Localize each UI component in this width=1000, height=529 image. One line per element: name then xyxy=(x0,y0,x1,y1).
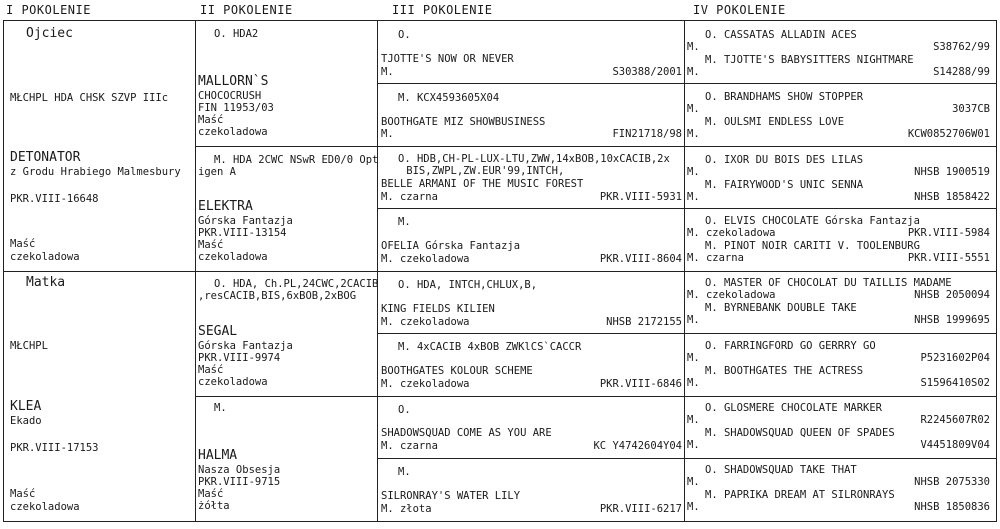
gen2-titles: O. HDA2 xyxy=(214,28,259,40)
dam-titles: MŁCHPL xyxy=(10,340,48,352)
gen3-name: SILRONRAY'S WATER LILY xyxy=(381,490,521,502)
row-divider xyxy=(377,458,997,459)
gen2-color-label: Maść xyxy=(198,364,224,376)
gen3-titles: M. xyxy=(398,216,411,228)
gen4-sire-color: M. xyxy=(687,41,700,53)
gen2-titles-cont: igen A xyxy=(198,166,236,178)
gen4-sire-reg: PKR.VIII-5984 xyxy=(907,227,990,239)
gen4-sire: O. ELVIS CHOCOLATE Górska Fantazja xyxy=(705,215,920,227)
gen3-name: BELLE ARMANI OF THE MUSIC FOREST xyxy=(381,178,584,190)
gen4-dam-reg: NHSB 1999695 xyxy=(914,314,990,326)
gen3-color: M. czarna xyxy=(381,440,438,452)
gen2-color-label: Maść xyxy=(198,488,224,500)
gen3-name: BOOTHGATE MIZ SHOWBUSINESS xyxy=(381,116,546,128)
gen2-name: HALMA xyxy=(198,448,238,463)
gen3-reg: PKR.VIII-6846 xyxy=(599,378,682,390)
gen2-reg: PKR.VIII-9715 xyxy=(198,476,281,488)
gen2-color-label: Maść xyxy=(198,239,224,251)
gen4-sire-color: M. xyxy=(687,414,700,426)
gen4-dam-color: M. xyxy=(687,128,700,140)
gen4-sire-reg: NHSB 2050094 xyxy=(914,289,990,301)
gen4-dam: M. SHADOWSQUAD QUEEN OF SPADES xyxy=(705,427,895,439)
gen3-color: M. czekoladowa xyxy=(381,253,470,265)
gen2-color: czekoladowa xyxy=(198,251,268,263)
gen2-reg: FIN 11953/03 xyxy=(198,102,274,114)
gen3-color: M. złota xyxy=(381,503,432,515)
gen4-sire-color: M. xyxy=(687,166,700,178)
gen3-color: M. czekoladowa xyxy=(381,378,470,390)
gen4-sire-color: M. czekoladowa xyxy=(687,289,776,301)
gen2-titles: M. HDA 2CWC NSwR ED0/0 Opt xyxy=(214,154,379,166)
gen2-name: SEGAL xyxy=(198,324,238,339)
gen3-reg: PKR.VIII-6217 xyxy=(599,503,682,515)
gen2-name: ELEKTRA xyxy=(198,199,253,214)
gen2-titles: M. xyxy=(214,402,227,414)
header-gen3: III POKOLENIE xyxy=(392,3,493,17)
gen4-dam-reg: S1596410S02 xyxy=(920,377,990,389)
gen4-dam: M. TJOTTE'S BABYSITTERS NIGHTMARE xyxy=(705,54,914,66)
gen4-dam-color: M. xyxy=(687,314,700,326)
header-gen1: I POKOLENIE xyxy=(6,3,91,17)
dam-role: Matka xyxy=(26,275,66,290)
header-gen2: II POKOLENIE xyxy=(200,3,293,17)
gen2-titles: O. HDA, Ch.PL,24CWC,2CACIB xyxy=(214,278,379,290)
gen4-dam: M. PAPRIKA DREAM AT SILRONRAYS xyxy=(705,489,895,501)
gen4-dam-color: M. xyxy=(687,439,700,451)
sire-color-label: Maść xyxy=(10,238,36,250)
sire-name: DETONATOR xyxy=(10,150,81,165)
gen3-titles: M. 4xCACIB 4xBOB ZWKlCS`CACCR xyxy=(398,341,582,353)
gen3-reg: PKR.VIII-5931 xyxy=(599,191,682,203)
gen3-reg: KC Y4742604Y04 xyxy=(593,440,682,452)
gen2-color-label: Maść xyxy=(198,114,224,126)
gen4-dam-reg: V4451809V04 xyxy=(920,439,990,451)
gen3-color: M. czarna xyxy=(381,191,438,203)
gen4-dam: M. BYRNEBANK DOUBLE TAKE xyxy=(705,302,857,314)
gen4-sire-reg: NHSB 2075330 xyxy=(914,476,990,488)
gen2-kennel: Nasza Obsesja xyxy=(198,464,281,476)
dam-color: czekoladowa xyxy=(10,501,80,513)
header-gen4: IV POKOLENIE xyxy=(693,3,786,17)
dam-color-label: Maść xyxy=(10,488,36,500)
gen4-dam-reg: NHSB 1850836 xyxy=(914,501,990,513)
gen3-name: OFELIA Górska Fantazja xyxy=(381,240,521,252)
gen4-sire-color: M. xyxy=(687,103,700,115)
gen2-reg: PKR.VIII-9974 xyxy=(198,352,281,364)
gen4-dam-reg: S14288/99 xyxy=(933,66,990,78)
gen4-dam-color: M. xyxy=(687,66,700,78)
sire-kennel: z Grodu Hrabiego Malmesbury xyxy=(10,166,181,178)
gen3-titles: O. HDB,CH-PL-LUX-LTU,ZWW,14xBOB,10xCACIB,2x xyxy=(398,153,670,165)
gen2-color: czekoladowa xyxy=(198,376,268,388)
gen3-color: M. xyxy=(381,66,394,78)
row-divider xyxy=(377,333,997,334)
gen4-sire: O. MASTER OF CHOCOLAT DU TAILLIS MADAME xyxy=(705,277,952,289)
gen4-dam-color: M. xyxy=(687,377,700,389)
row-divider xyxy=(377,83,997,84)
gen3-color: M. xyxy=(381,128,394,140)
gen4-sire-reg: 3037CB xyxy=(952,103,990,115)
gen4-sire: O. CASSATAS ALLADIN ACES xyxy=(705,29,857,41)
dam-name: KLEA xyxy=(10,399,42,414)
gen3-reg: FIN21718/98 xyxy=(612,128,682,140)
gen4-dam-color: M. czarna xyxy=(687,252,744,264)
gen2-name: MALLORN`S xyxy=(198,74,269,89)
gen3-reg: S30388/2001 xyxy=(612,66,682,78)
sire-role: Ojciec xyxy=(26,26,73,41)
row-divider xyxy=(377,208,997,209)
gen4-sire-reg: S38762/99 xyxy=(933,41,990,53)
gen3-reg: NHSB 2172155 xyxy=(606,316,682,328)
gen4-sire: O. GLOSMERE CHOCOLATE MARKER xyxy=(705,402,883,414)
dam-kennel: Ekado xyxy=(10,415,42,427)
gen3-titles: O. xyxy=(398,29,411,41)
gen4-dam-color: M. xyxy=(687,501,700,513)
gen3-titles: O. xyxy=(398,404,411,416)
gen4-dam: M. FAIRYWOOD'S UNIC SENNA xyxy=(705,179,864,191)
gen3-name: TJOTTE'S NOW OR NEVER xyxy=(381,53,514,65)
gen4-sire-color: M. czekoladowa xyxy=(687,227,776,239)
gen3-name: SHADOWSQUAD COME AS YOU ARE xyxy=(381,427,552,439)
gen4-sire-reg: P5231602P04 xyxy=(920,352,990,364)
gen4-dam-reg: NHSB 1858422 xyxy=(914,191,990,203)
gen4-sire-color: M. xyxy=(687,476,700,488)
gen2-kennel: CHOCOCRUSH xyxy=(198,90,262,102)
gen2-titles-cont: ,resCACIB,BIS,6xBOB,2xBOG xyxy=(198,290,357,302)
gen4-dam: M. BOOTHGATES THE ACTRESS xyxy=(705,365,864,377)
sire-reg: PKR.VIII-16648 xyxy=(10,193,99,205)
gen4-sire: O. BRANDHAMS SHOW STOPPER xyxy=(705,91,864,103)
gen2-color: czekoladowa xyxy=(198,126,268,138)
row-divider xyxy=(3,271,997,272)
gen4-dam-reg: KCW0852706W01 xyxy=(907,128,990,140)
dam-reg: PKR.VIII-17153 xyxy=(10,442,99,454)
gen2-kennel: Górska Fantazja xyxy=(198,215,293,227)
gen4-sire-color: M. xyxy=(687,352,700,364)
gen3-name: KING FIELDS KILIEN xyxy=(381,303,495,315)
gen4-sire: O. IXOR DU BOIS DES LILAS xyxy=(705,154,864,166)
gen4-dam-reg: PKR.VIII-5551 xyxy=(907,252,990,264)
gen4-sire-reg: R2245607R02 xyxy=(920,414,990,426)
gen4-dam: M. OULSMI ENDLESS LOVE xyxy=(705,116,845,128)
gen3-reg: PKR.VIII-8604 xyxy=(599,253,682,265)
row-divider xyxy=(195,146,997,147)
gen3-titles-cont: BIS,ZWPL,ZW.EUR'99,INTCH, xyxy=(381,165,565,177)
gen3-name: BOOTHGATES KOLOUR SCHEME xyxy=(381,365,533,377)
gen3-titles: M. KCX4593605X04 xyxy=(398,92,500,104)
row-divider xyxy=(195,396,997,397)
gen4-sire: O. FARRINGFORD GO GERRRY GO xyxy=(705,340,876,352)
gen3-color: M. czekoladowa xyxy=(381,316,470,328)
sire-titles: MŁCHPL HDA CHSK SZVP IIIc xyxy=(10,92,169,104)
gen2-kennel: Górska Fantazja xyxy=(198,340,293,352)
gen2-reg: PKR.VIII-13154 xyxy=(198,227,287,239)
sire-color: czekoladowa xyxy=(10,251,80,263)
gen4-dam-color: M. xyxy=(687,191,700,203)
gen3-titles: M. xyxy=(398,466,411,478)
gen4-dam: M. PINOT NOIR CARITI V. TOOLENBURG xyxy=(705,240,920,252)
gen4-sire-reg: NHSB 1900519 xyxy=(914,166,990,178)
gen4-sire: O. SHADOWSQUAD TAKE THAT xyxy=(705,464,857,476)
gen2-color: żółta xyxy=(198,500,230,512)
gen3-titles: O. HDA, INTCH,CHLUX,B, xyxy=(398,279,538,291)
